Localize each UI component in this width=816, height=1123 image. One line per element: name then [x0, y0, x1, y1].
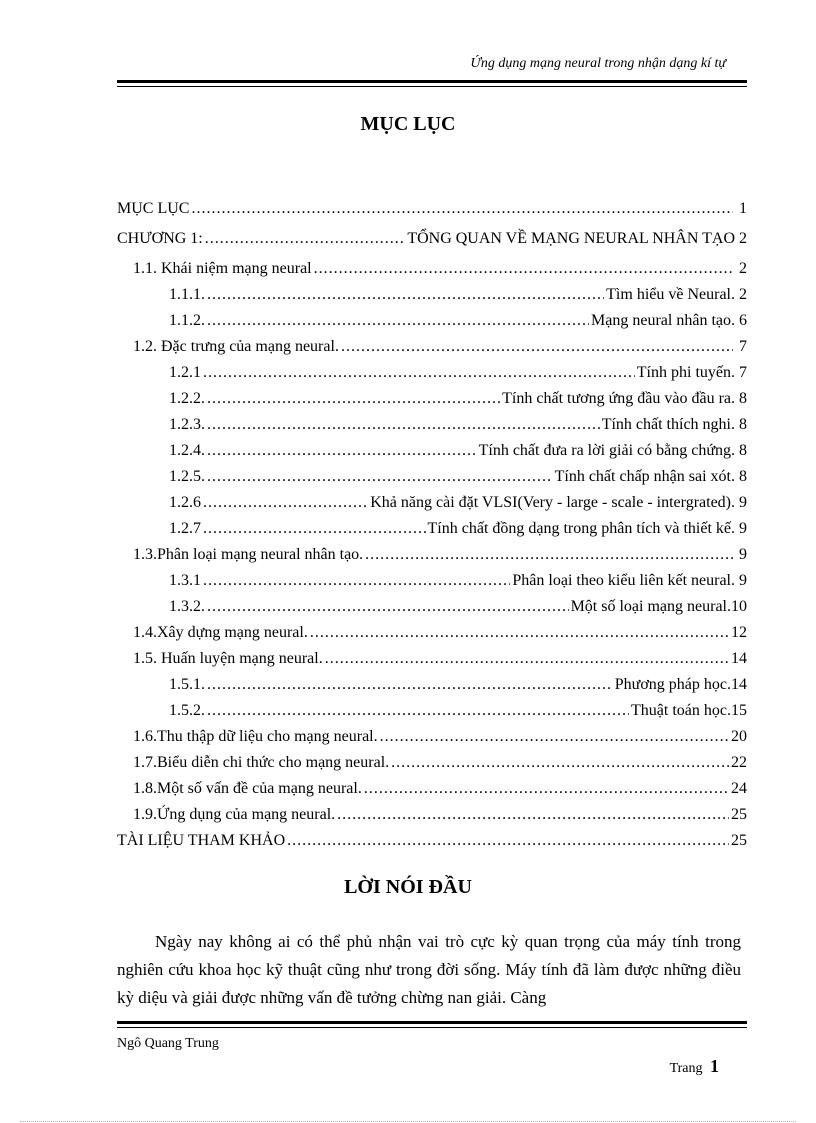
toc-page-number: 12 [731, 624, 747, 641]
toc-page-number: 7 [739, 338, 747, 355]
toc-entry-label: 1.1.1. [169, 286, 205, 303]
toc-dot-leader [365, 542, 733, 568]
toc-entry-label: 1.2.7 [169, 520, 201, 537]
toc-entry-label: 1.5.1. [169, 676, 205, 693]
toc-dot-leader [380, 724, 729, 750]
toc-dot-leader [203, 568, 510, 594]
toc-dot-leader [337, 802, 729, 828]
toc-heading: MỤC LỤC [360, 113, 456, 135]
toc-entry-label: 1.2. Đặc trưng của mạng neural. [133, 338, 339, 355]
toc-entry-title: Tính chất tương ứng đầu vào đầu ra. [502, 390, 735, 407]
toc-page-number: 1 [739, 200, 747, 217]
toc-page-number: 7 [739, 364, 747, 381]
toc-page-number: 25 [731, 806, 747, 823]
toc-entry-title: Phương pháp học. [614, 676, 731, 693]
toc-entry[interactable] [117, 672, 747, 698]
toc-dot-leader [364, 776, 729, 802]
toc-entry-label: MỤC LỤC [117, 200, 190, 217]
toc-entry[interactable] [117, 334, 747, 360]
toc-entry[interactable] [117, 412, 747, 438]
toc-dot-leader [287, 828, 729, 854]
toc-page-number: 14 [731, 650, 747, 667]
toc-entry[interactable] [117, 594, 747, 620]
toc-dot-leader [391, 750, 729, 776]
toc-entry-title: Thuật toán học. [631, 702, 731, 719]
toc-dot-leader [207, 698, 629, 724]
toc-page-number: 8 [739, 442, 747, 459]
footer-page-number: 1 [710, 1056, 719, 1076]
toc-page-number: 22 [731, 754, 747, 771]
toc-entry-label: 1.2.6 [169, 494, 201, 511]
toc-dot-leader [207, 282, 604, 308]
toc-entry[interactable] [117, 568, 747, 594]
header-rule-thin [117, 86, 747, 87]
toc-entry[interactable] [117, 542, 747, 568]
footer-rule-thick [117, 1021, 747, 1024]
toc-entry[interactable] [117, 490, 747, 516]
toc-entry[interactable] [117, 438, 747, 464]
page-edge [20, 1121, 796, 1122]
toc-entry[interactable] [117, 776, 747, 802]
toc-entry-title: Tính chất đồng dạng trong phân tích và thiết kế. [427, 520, 735, 537]
toc-dot-leader [314, 256, 733, 282]
toc-entry[interactable] [117, 698, 747, 724]
toc-page-number: 2 [739, 286, 747, 303]
toc-entry-label: TÀI LIỆU THAM KHẢO [117, 832, 286, 849]
toc-page-number: 25 [731, 832, 747, 849]
running-header: Ứng dụng mạng neural trong nhận dạng kí tự [470, 56, 726, 71]
footer-page-label: Trang [669, 1061, 703, 1076]
table-of-contents [117, 196, 747, 854]
toc-page-number: 8 [739, 390, 747, 407]
toc-page-number: 8 [739, 468, 747, 485]
toc-dot-leader [203, 516, 426, 542]
toc-entry[interactable] [117, 360, 747, 386]
toc-dot-leader [207, 386, 500, 412]
toc-entry-title: Phân loại theo kiểu liên kết neural. [512, 572, 735, 589]
toc-dot-leader [207, 412, 600, 438]
toc-page-number: 10 [731, 598, 747, 615]
toc-dot-leader [325, 646, 729, 672]
toc-entry-title: Tính chất thích nghi. [601, 416, 735, 433]
toc-dot-leader [207, 464, 553, 490]
toc-dot-leader [341, 334, 733, 360]
toc-entry-label: 1.1. Khái niệm mạng neural [133, 260, 312, 277]
toc-entry[interactable] [117, 750, 747, 776]
toc-entry-title: TỔNG QUAN VỀ MẠNG NEURAL NHÂN TẠO [407, 230, 735, 247]
toc-page-number: 9 [739, 520, 747, 537]
toc-page-number: 2 [739, 260, 747, 277]
header-rule-thick [117, 80, 747, 83]
toc-entry[interactable] [117, 386, 747, 412]
toc-entry[interactable] [117, 464, 747, 490]
toc-entry-label: 1.5.2. [169, 702, 205, 719]
toc-page-number: 9 [739, 572, 747, 589]
preface-paragraph: Ngày nay không ai có thể phủ nhận vai trò cực kỳ quan trọng của máy tính trong nghiên cứu khoa học kỹ thuật cũng như trong đời sống. Máy tính đã làm được những điều kỳ diệu và giải được những vấn đề tưởng chừng nan giải. Càng [117, 932, 741, 1007]
toc-page-number: 2 [739, 230, 747, 247]
preface-heading: LỜI NÓI ĐẦU [344, 876, 472, 898]
toc-entry-label: 1.2.1 [169, 364, 201, 381]
toc-page-number: 6 [739, 312, 747, 329]
toc-entry-title: Tính chất đưa ra lời giải có bằng chứng. [478, 442, 735, 459]
toc-entry-label: 1.2.5. [169, 468, 205, 485]
toc-entry-label: 1.3.Phân loại mạng neural nhân tạo. [133, 546, 364, 563]
footer-author: Ngô Quang Trung [117, 1036, 219, 1051]
toc-entry-label: 1.2.4. [169, 442, 205, 459]
toc-entry-label: 1.1.2. [169, 312, 205, 329]
toc-dot-leader [203, 490, 368, 516]
toc-dot-leader [207, 308, 589, 334]
toc-dot-leader [191, 196, 733, 222]
toc-page-number: 9 [739, 546, 747, 563]
toc-entry-label: CHƯƠNG 1: [117, 230, 203, 247]
toc-entry-label: 1.2.3. [169, 416, 205, 433]
toc-dot-leader [310, 620, 729, 646]
toc-page-number: 14 [731, 676, 747, 693]
toc-entry-label: 1.2.2. [169, 390, 205, 407]
toc-entry-label: 1.6.Thu thập dữ liệu cho mạng neural. [133, 728, 378, 745]
toc-entry-title: Tính chất chấp nhận sai xót. [554, 468, 735, 485]
toc-entry-label: 1.5. Huấn luyện mạng neural. [133, 650, 323, 667]
toc-entry[interactable] [117, 724, 747, 750]
toc-entry-title: Một số loại mạng neural. [570, 598, 731, 615]
toc-dot-leader [207, 438, 477, 464]
toc-entry-label: 1.9.Ứng dụng của mạng neural. [133, 806, 336, 823]
toc-page-number: 20 [731, 728, 747, 745]
toc-dot-leader [205, 222, 406, 256]
footer-rule-thin [117, 1027, 747, 1028]
footer-page [670, 1056, 719, 1077]
toc-entry[interactable] [117, 646, 747, 672]
toc-entry[interactable] [117, 802, 747, 828]
toc-entry-label: 1.3.1 [169, 572, 201, 589]
toc-entry-title: Khả năng cài đặt VLSI(Very - large - scale - intergrated). [370, 494, 735, 511]
toc-entry[interactable] [117, 620, 747, 646]
toc-entry[interactable] [117, 222, 747, 256]
toc-page-number: 9 [739, 494, 747, 511]
toc-page-number: 15 [731, 702, 747, 719]
toc-entry[interactable] [117, 308, 747, 334]
toc-entry[interactable] [117, 516, 747, 542]
toc-entry[interactable] [117, 828, 747, 854]
toc-dot-leader [207, 594, 569, 620]
toc-entry-label: 1.8.Một số vấn đề của mạng neural. [133, 780, 362, 797]
toc-dot-leader [203, 360, 635, 386]
toc-dot-leader [207, 672, 613, 698]
toc-entry-label: 1.4.Xây dựng mạng neural. [133, 624, 308, 641]
toc-entry-title: Tính phi tuyến. [636, 364, 735, 381]
toc-entry[interactable] [117, 282, 747, 308]
toc-page-number: 24 [731, 780, 747, 797]
toc-entry-label: 1.3.2. [169, 598, 205, 615]
toc-entry-title: Mạng neural nhân tạo. [591, 312, 735, 329]
toc-entry[interactable] [117, 196, 747, 222]
toc-entry[interactable] [117, 256, 747, 282]
toc-page-number: 8 [739, 416, 747, 433]
toc-entry-title: Tìm hiểu về Neural. [606, 286, 735, 303]
toc-entry-label: 1.7.Biểu diễn chi thức cho mạng neural. [133, 754, 390, 771]
